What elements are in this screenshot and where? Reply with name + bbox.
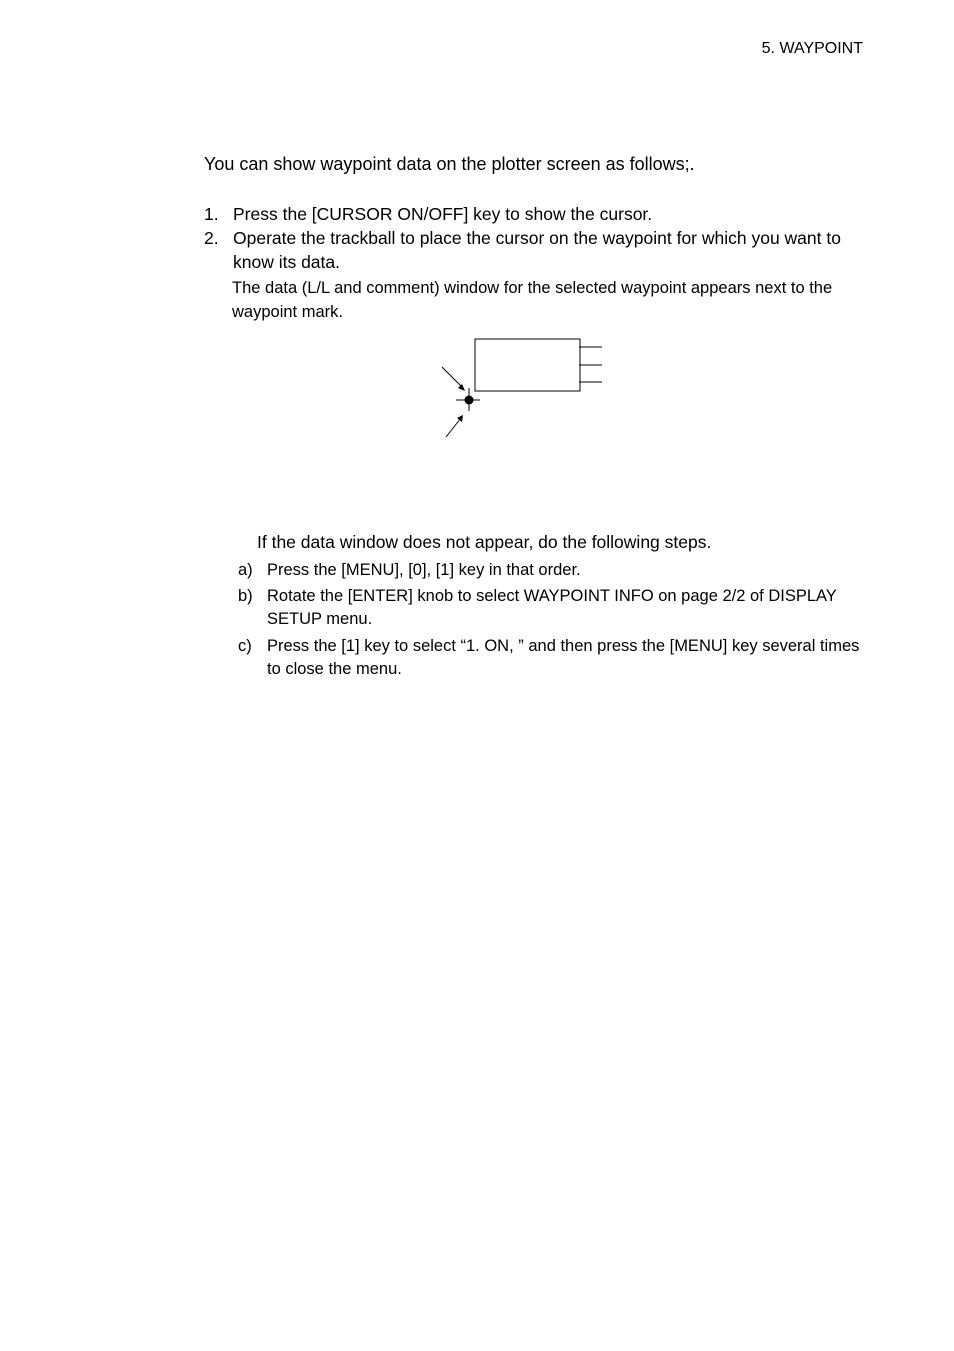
substep-text: Press the [MENU], [0], [1] key in that order. xyxy=(267,561,581,579)
step-result-text: The data (L/L and comment) window for the selected waypoint appears next to the waypoint mark. xyxy=(232,279,833,321)
page-header: 5. WAYPOINT xyxy=(761,40,863,57)
substep-text: Press the [1] key to select “1. ON, ” and then press the [MENU] key several times to close the menu. xyxy=(267,637,860,678)
note-text: If the data window does not appear, do the following steps. xyxy=(257,532,712,552)
data-window-box xyxy=(475,339,580,391)
waypoint-data-window-diagram xyxy=(430,330,610,447)
substep-a xyxy=(238,559,863,582)
waypoint-mark-icon xyxy=(465,396,474,405)
arrowhead-icon xyxy=(458,384,465,391)
step-text: Press the [CURSOR ON/OFF] key to show the cursor. xyxy=(233,204,653,224)
diagram-figure xyxy=(430,330,610,442)
substep-b xyxy=(238,585,863,631)
step-text: Operate the trackball to place the cursor on the waypoint for which you want to know its data. xyxy=(233,228,841,272)
arrow-line xyxy=(446,418,461,437)
step-1 xyxy=(204,202,864,226)
substep-label: c) xyxy=(238,637,252,655)
step-number: 2. xyxy=(204,228,219,248)
substep-label: a) xyxy=(238,561,253,579)
substep-label: b) xyxy=(238,587,253,605)
step-number: 1. xyxy=(204,204,219,224)
arrowhead-icon xyxy=(457,415,463,422)
intro-paragraph: You can show waypoint data on the plotter screen as follows;. xyxy=(204,154,695,174)
substep-text: Rotate the [ENTER] knob to select WAYPOINT INFO on page 2/2 of DISPLAY SETUP menu. xyxy=(267,587,837,628)
substep-c xyxy=(238,635,863,681)
step-2 xyxy=(204,226,864,274)
